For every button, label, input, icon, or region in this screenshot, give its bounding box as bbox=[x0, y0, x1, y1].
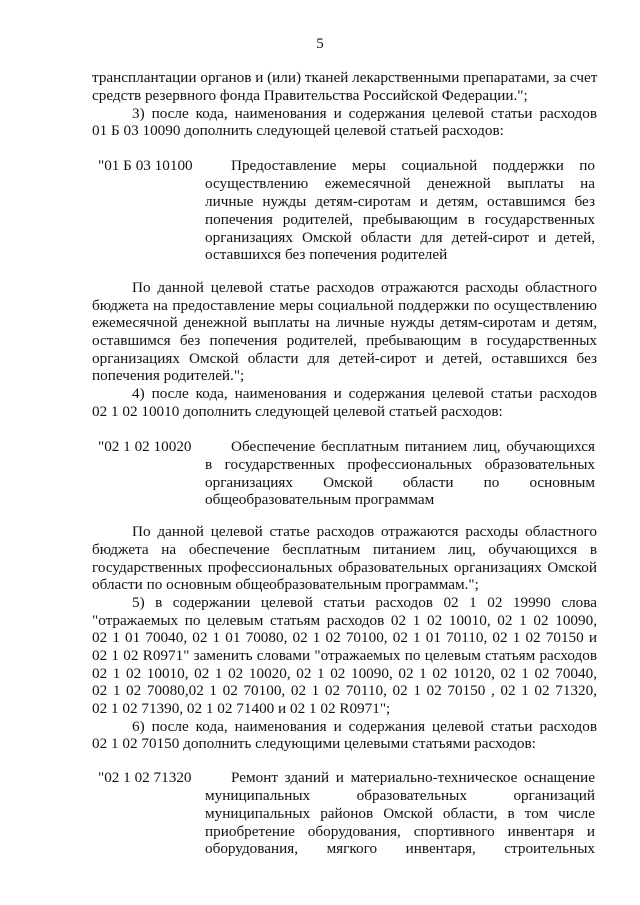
body-text-line: 02 1 02 10010, 02 1 02 10020, 02 1 02 10090, 02 1 02 10120, 02 1 02 70040, bbox=[92, 665, 597, 682]
list-item-3: 3) после кода, наименования и содержания целевой статьи расходов bbox=[132, 105, 597, 122]
expense-name-line: в государственных профессиональных образовательных bbox=[205, 456, 595, 473]
body-text-line: средств резервного фонда Правительства Российской Федерации."; bbox=[92, 87, 528, 104]
body-text-line: 02 1 01 70040, 02 1 01 70080, 02 1 02 70100, 02 1 01 70110, 02 1 02 70150 и bbox=[92, 629, 597, 646]
expense-name-line: муниципальных образовательных организаций bbox=[205, 787, 595, 804]
expense-name-line: оставшихся без попечения родителей bbox=[205, 246, 448, 263]
body-text-line: 02 1 02 70150 дополнить следующими целевыми статьями расходов: bbox=[92, 735, 536, 752]
body-text-line: ежемесячной денежной выплаты на личные нужды детям-сиротам и детям, bbox=[92, 314, 597, 331]
expense-name-line: Предоставление меры социальной поддержки по bbox=[231, 157, 595, 174]
body-text-line: государственных профессиональных образовательных организациях Омской bbox=[92, 559, 597, 576]
list-item-5: 5) в содержании целевой статьи расходов 02 1 02 19990 слова bbox=[132, 594, 597, 611]
body-text-line: 02 1 02 71390, 02 1 02 71400 и 02 1 02 R0971"; bbox=[92, 700, 391, 717]
list-item-4: 4) после кода, наименования и содержания целевой статьи расходов bbox=[132, 385, 597, 402]
body-text-line: бюджета на обеспечение бесплатным питанием лиц, обучающихся в bbox=[92, 541, 597, 558]
body-text-line: организациях Омской области для детей-сирот и детей, оставшихся без bbox=[92, 350, 597, 367]
expense-name-line: общеобразовательным программам bbox=[205, 491, 435, 508]
body-text-line: 02 1 02 70080,02 1 02 70100, 02 1 02 70110, 02 1 02 70150 , 02 1 02 71320, bbox=[92, 682, 597, 699]
expense-name-line: Обеспечение бесплатным питанием лиц, обучающихся bbox=[231, 438, 595, 455]
expense-name-line: личные нужды детям-сиротам и детям, оставшимся без bbox=[205, 193, 595, 210]
body-text-line: По данной целевой статье расходов отражаются расходы областного bbox=[132, 523, 597, 540]
list-item-6: 6) после кода, наименования и содержания целевой статьи расходов bbox=[132, 718, 597, 735]
body-text-line: 02 1 02 10010 дополнить следующей целевой статьей расходов: bbox=[92, 403, 503, 420]
expense-code: "02 1 02 10020 bbox=[98, 438, 192, 455]
expense-code: "02 1 02 71320 bbox=[98, 769, 192, 786]
expense-name-line: организациях Омской области для детей-сирот и детей, bbox=[205, 229, 595, 246]
body-text-line: бюджета на предоставление меры социальной поддержки по осуществлению bbox=[92, 297, 597, 314]
body-text-line: "отражаемых по целевым статьям расходов 02 1 02 10010, 02 1 02 10090, bbox=[92, 612, 597, 629]
body-text-line: 01 Б 03 10090 дополнить следующей целевой статьей расходов: bbox=[92, 122, 504, 139]
body-text-line: оставшимся без попечения родителей, пребывающим в государственных bbox=[92, 332, 597, 349]
page-number: 5 bbox=[316, 36, 324, 52]
expense-name-line: осуществлению ежемесячной денежной выплаты на bbox=[205, 175, 595, 192]
body-text-line: области по основным общеобразовательным программам."; bbox=[92, 576, 479, 593]
body-text-line: По данной целевой статье расходов отражаются расходы областного bbox=[132, 279, 597, 296]
expense-name-line: организациях Омской области по основным bbox=[205, 474, 595, 491]
expense-name-line: Ремонт зданий и материально-техническое оснащение bbox=[231, 769, 595, 786]
expense-name-line: приобретение оборудования, спортивного инвентаря и bbox=[205, 823, 595, 840]
body-text-line: трансплантации органов и (или) тканей лекарственными препаратами, за счет bbox=[92, 69, 598, 86]
expense-name-line: попечения родителей, пребывающим в государственных bbox=[205, 211, 595, 228]
body-text-line: 02 1 02 R0971" заменить словами "отражаемых по целевым статьям расходов bbox=[92, 647, 597, 664]
expense-name-line: муниципальных районов Омской области, в том числе bbox=[205, 805, 595, 822]
expense-code: "01 Б 03 10100 bbox=[98, 157, 193, 174]
expense-name-line: оборудования, мягкого инвентаря, строительных bbox=[205, 840, 595, 857]
body-text-line: попечения родителей."; bbox=[92, 367, 245, 384]
